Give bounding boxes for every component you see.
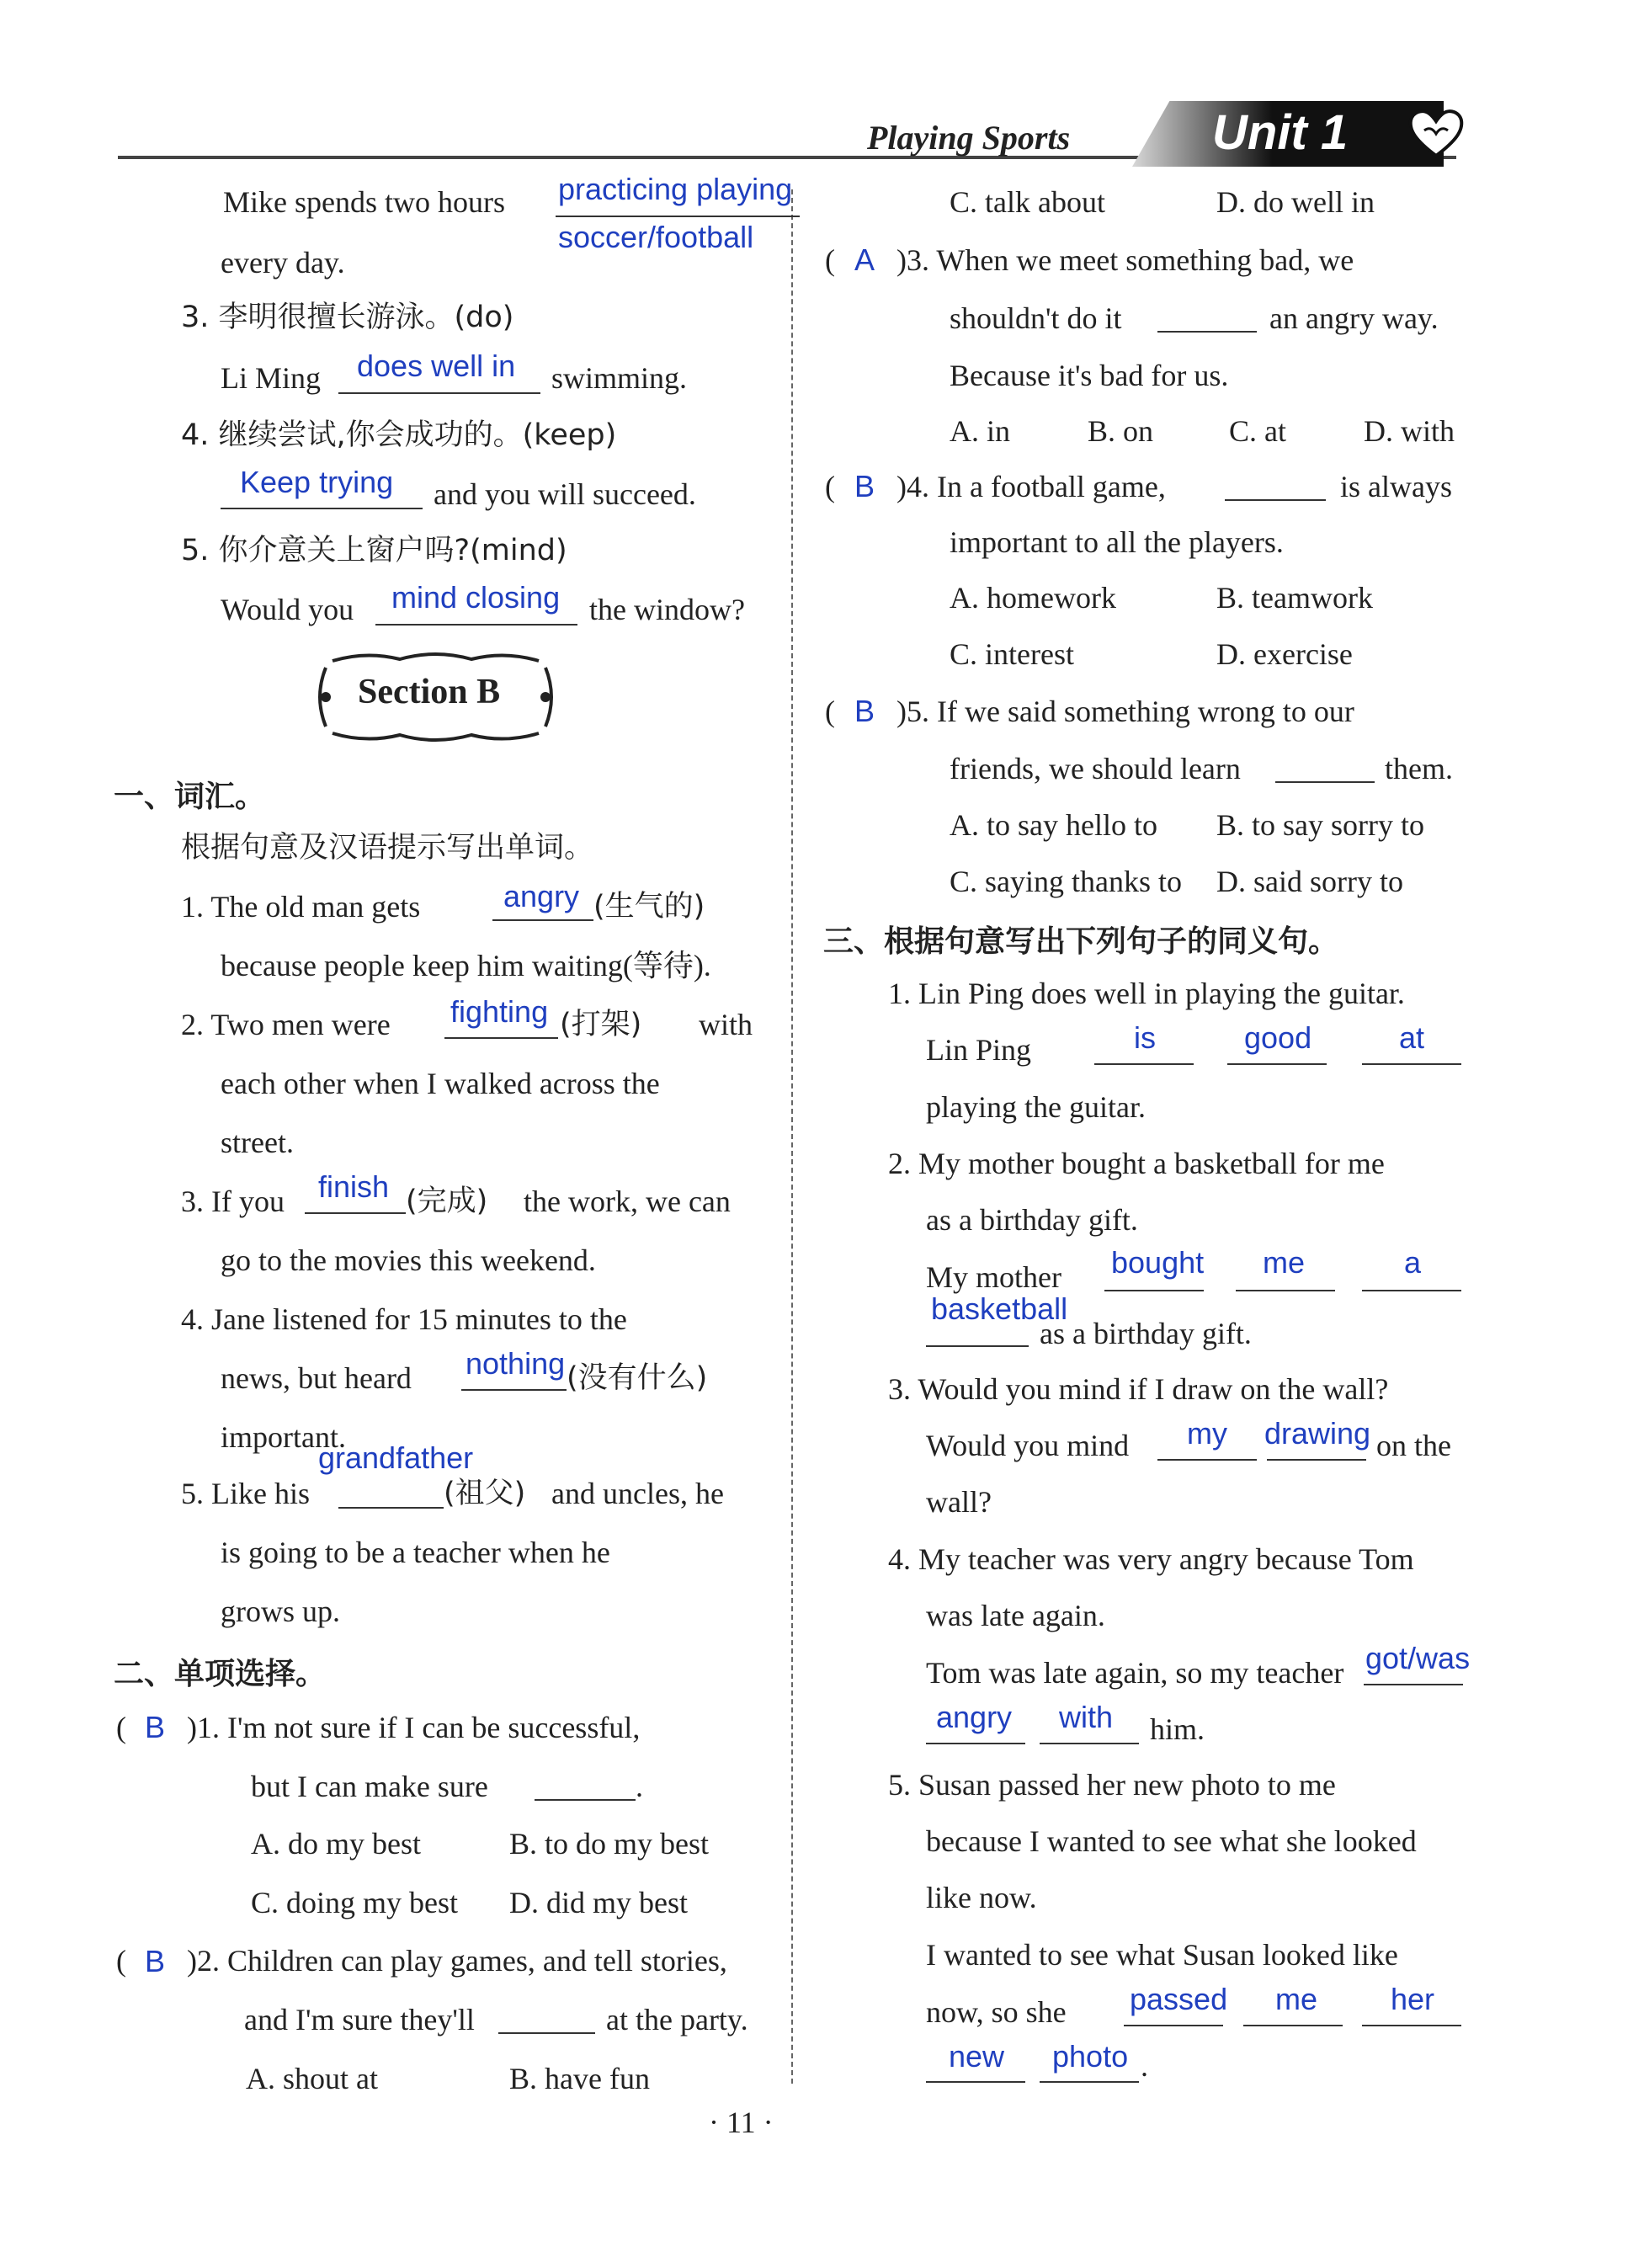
q1-answer: B bbox=[145, 1710, 166, 1744]
r2-answer1: bought bbox=[1111, 1245, 1205, 1280]
r1-answer1: is bbox=[1134, 1020, 1156, 1055]
a3-post: swimming. bbox=[551, 361, 688, 395]
r2-blank1 bbox=[1104, 1290, 1204, 1291]
q3-optA: A. in bbox=[950, 414, 1010, 448]
a5-post: the window? bbox=[589, 593, 745, 626]
a2-line1: Mike spends two hours bbox=[223, 185, 505, 219]
a2-line2: every day. bbox=[221, 246, 345, 280]
r4-line1: 4. My teacher was very angry because Tom bbox=[888, 1542, 1414, 1576]
v2-hint: (打架) bbox=[560, 1008, 642, 1041]
r4-blank1 bbox=[1364, 1684, 1463, 1685]
q2-line1: )2. Children can play games, and tell stories, bbox=[187, 1944, 727, 1978]
v2-post: with bbox=[699, 1008, 753, 1041]
v3-blank bbox=[305, 1212, 406, 1214]
r3-pre: Would you mind bbox=[926, 1429, 1130, 1462]
a3-pre: Li Ming bbox=[221, 361, 322, 395]
r5-line4: I wanted to see what Susan looked like bbox=[926, 1938, 1398, 1972]
r5-line3: like now. bbox=[926, 1881, 1037, 1914]
r5-blank2 bbox=[1243, 2025, 1343, 2026]
q1-optB: B. to do my best bbox=[509, 1827, 710, 1861]
r1-line1: 1. Lin Ping does well in playing the guitar. bbox=[888, 977, 1405, 1010]
q1-line1: )1. I'm not sure if I can be successful, bbox=[187, 1711, 641, 1744]
q5-line1: )5. If we said something wrong to our bbox=[896, 695, 1354, 728]
q5-optB: B. to say sorry to bbox=[1216, 808, 1424, 842]
heart-logo-icon bbox=[1407, 107, 1465, 159]
r4-pre: Tom was late again, so my teacher bbox=[926, 1656, 1344, 1690]
r5-answer3: her bbox=[1391, 1982, 1435, 2016]
r3-blank1 bbox=[1157, 1459, 1257, 1461]
q4-optA: A. homework bbox=[950, 581, 1116, 615]
r5-line2: because I wanted to see what she looked bbox=[926, 1824, 1417, 1858]
v5-blank bbox=[338, 1507, 444, 1509]
q5-optC: C. saying thanks to bbox=[950, 865, 1182, 898]
q2-paren: ( bbox=[116, 1944, 126, 1978]
v2-pre: 2. Two men were bbox=[181, 1008, 391, 1041]
q3-answer: A bbox=[854, 242, 875, 277]
r3-line3: wall? bbox=[926, 1485, 992, 1519]
r2-blank3 bbox=[1362, 1290, 1461, 1291]
v5-post: and uncles, he bbox=[551, 1477, 724, 1510]
s2-title: 二、单项选择。 bbox=[114, 1657, 327, 1691]
q1-optA: A. do my best bbox=[251, 1827, 421, 1861]
r2-answer2: me bbox=[1263, 1245, 1306, 1280]
q5-answer: B bbox=[854, 694, 875, 728]
q5-blank bbox=[1275, 781, 1375, 783]
r3-answer1: my bbox=[1187, 1416, 1227, 1451]
r4-line2: was late again. bbox=[926, 1599, 1105, 1632]
q4-blank bbox=[1225, 499, 1326, 501]
v5-answer: grandfather bbox=[318, 1440, 474, 1475]
a5-blank bbox=[375, 624, 577, 626]
a4-post: and you will succeed. bbox=[434, 477, 696, 511]
r5-blank4 bbox=[926, 2081, 1025, 2083]
r2-blank2 bbox=[1236, 1290, 1335, 1291]
r5-answer1: passed bbox=[1130, 1982, 1228, 2016]
r4-blank2 bbox=[926, 1743, 1025, 1744]
r2-blank4 bbox=[926, 1345, 1029, 1347]
v3-answer: finish bbox=[318, 1169, 390, 1204]
q2-optB: B. have fun bbox=[509, 2062, 650, 2095]
r2-line1: 2. My mother bought a basketball for me bbox=[888, 1147, 1385, 1180]
r4-answer1: got/was bbox=[1365, 1641, 1471, 1675]
v4-line3: important. bbox=[221, 1420, 346, 1454]
r4-answer2: angry bbox=[936, 1700, 1013, 1734]
q4-optC: C. interest bbox=[950, 637, 1074, 671]
v1-answer: angry bbox=[503, 879, 580, 913]
q4-line1b: is always bbox=[1340, 470, 1452, 503]
r2-line2: as a birthday gift. bbox=[926, 1203, 1138, 1237]
v2-blank bbox=[444, 1037, 558, 1039]
a3-chinese: 3. 李明很擅长游泳。(do) bbox=[181, 301, 514, 334]
r5-blank5 bbox=[1040, 2081, 1139, 2083]
q2-optD: D. do well in bbox=[1216, 185, 1375, 219]
q3-line1: )3. When we meet something bad, we bbox=[896, 243, 1354, 277]
q2-optC: C. talk about bbox=[950, 185, 1105, 219]
a5-pre: Would you bbox=[221, 593, 354, 626]
unit-label: Unit 1 bbox=[1212, 105, 1349, 160]
q3-blank bbox=[1157, 331, 1257, 333]
a5-answer: mind closing bbox=[391, 580, 561, 615]
a4-chinese: 4. 继续尝试,你会成功的。(keep) bbox=[181, 418, 617, 452]
q4-optD: D. exercise bbox=[1216, 637, 1353, 671]
r5-answer2: me bbox=[1275, 1982, 1318, 2016]
v3-pre: 3. If you bbox=[181, 1185, 285, 1218]
v2-answer: fighting bbox=[450, 994, 549, 1029]
column-divider bbox=[791, 189, 793, 2084]
s1-instruction: 根据句意及汉语提示写出单词。 bbox=[181, 831, 594, 865]
q4-optB: B. teamwork bbox=[1216, 581, 1373, 615]
q3-optC: C. at bbox=[1229, 414, 1286, 448]
r2-pre: My mother bbox=[926, 1260, 1061, 1294]
section-title: Section B bbox=[358, 673, 501, 711]
q2-answer: B bbox=[145, 1944, 166, 1978]
v4-pre: news, but heard bbox=[221, 1361, 412, 1395]
v3-post: the work, we can bbox=[524, 1185, 731, 1218]
q1-paren: ( bbox=[116, 1711, 126, 1744]
v1-hint: (生气的) bbox=[593, 890, 705, 924]
r1-answer3: at bbox=[1399, 1020, 1425, 1055]
a3-blank bbox=[338, 392, 540, 394]
r4-blank3 bbox=[1040, 1743, 1139, 1744]
v5-hint: (祖父) bbox=[444, 1477, 526, 1510]
r3-blank2 bbox=[1267, 1459, 1366, 1461]
v5-line2: is going to be a teacher when he bbox=[221, 1536, 610, 1569]
q4-line2: important to all the players. bbox=[950, 525, 1284, 559]
q2-optA: A. shout at bbox=[246, 2062, 378, 2095]
page-number: · 11 · bbox=[709, 2106, 774, 2139]
v4-blank bbox=[461, 1389, 567, 1391]
r1-blank2 bbox=[1227, 1063, 1327, 1065]
r5-blank3 bbox=[1362, 2025, 1461, 2026]
r2-answer3: a bbox=[1404, 1245, 1422, 1280]
a2-blank1 bbox=[556, 216, 800, 217]
q3-optD: D. with bbox=[1364, 414, 1455, 448]
v3-hint: (完成) bbox=[406, 1185, 488, 1218]
header-subtitle: Playing Sports bbox=[867, 119, 1071, 157]
r1-blank3 bbox=[1362, 1063, 1461, 1065]
r4-post: him. bbox=[1150, 1712, 1205, 1746]
s3-title: 三、根据句意写出下列句子的同义句。 bbox=[823, 924, 1339, 959]
r3-post: on the bbox=[1376, 1429, 1451, 1462]
q2-blank bbox=[498, 2032, 595, 2034]
q4-paren: ( bbox=[825, 470, 835, 503]
r4-answer3: with bbox=[1059, 1700, 1114, 1734]
q1-optC: C. doing my best bbox=[251, 1886, 459, 1919]
a2-answer2: soccer/football bbox=[558, 220, 754, 254]
r5-answer5: photo bbox=[1052, 2039, 1129, 2074]
a2-answer1: practicing playing bbox=[558, 172, 793, 206]
v1-line2: because people keep him waiting(等待). bbox=[221, 949, 711, 982]
q5-paren: ( bbox=[825, 695, 835, 728]
r2-post: as a birthday gift. bbox=[1040, 1317, 1252, 1350]
v5-pre: 5. Like his bbox=[181, 1477, 310, 1510]
r1-blank1 bbox=[1094, 1063, 1194, 1065]
r2-answer4: basketball bbox=[931, 1291, 1068, 1326]
q1-line2: but I can make sure bbox=[251, 1770, 488, 1803]
q4-answer: B bbox=[854, 469, 875, 503]
q5-optA: A. to say hello to bbox=[950, 808, 1157, 842]
r1-line3: playing the guitar. bbox=[926, 1090, 1146, 1124]
q2-line2b: at the party. bbox=[606, 2003, 748, 2036]
s1-title: 一、词汇。 bbox=[114, 780, 266, 814]
q3-optB: B. on bbox=[1088, 414, 1154, 448]
r5-pre: now, so she bbox=[926, 1995, 1067, 2029]
a4-blank bbox=[221, 508, 423, 509]
v5-line3: grows up. bbox=[221, 1595, 340, 1628]
r5-line1: 5. Susan passed her new photo to me bbox=[888, 1768, 1336, 1802]
v1-pre: 1. The old man gets bbox=[181, 890, 421, 924]
v4-answer: nothing bbox=[466, 1346, 566, 1381]
v2-line2: each other when I walked across the bbox=[221, 1067, 660, 1100]
r3-line1: 3. Would you mind if I draw on the wall? bbox=[888, 1372, 1389, 1406]
q3-paren: ( bbox=[825, 243, 835, 277]
q3-line3: Because it's bad for us. bbox=[950, 359, 1229, 392]
a5-chinese: 5. 你介意关上窗户吗?(mind) bbox=[181, 534, 567, 567]
r1-pre: Lin Ping bbox=[926, 1033, 1032, 1067]
q3-line2b: an angry way. bbox=[1269, 301, 1439, 335]
v4-line1: 4. Jane listened for 15 minutes to the bbox=[181, 1302, 627, 1336]
q5-optD: D. said sorry to bbox=[1216, 865, 1403, 898]
q1-optD: D. did my best bbox=[509, 1886, 688, 1919]
q3-line2a: shouldn't do it bbox=[950, 301, 1122, 335]
q5-line2a: friends, we should learn bbox=[950, 752, 1241, 785]
v1-blank bbox=[492, 919, 593, 921]
v2-line3: street. bbox=[221, 1126, 294, 1159]
q4-line1a: )4. In a football game, bbox=[896, 470, 1166, 503]
r5-end: . bbox=[1141, 2049, 1148, 2083]
q2-line2a: and I'm sure they'll bbox=[244, 2003, 475, 2036]
q1-dot: . bbox=[636, 1770, 643, 1803]
q1-blank bbox=[535, 1799, 636, 1801]
v3-line2: go to the movies this weekend. bbox=[221, 1243, 596, 1277]
r1-answer2: good bbox=[1244, 1020, 1312, 1055]
q5-line2b: them. bbox=[1385, 752, 1453, 785]
a3-answer: does well in bbox=[357, 349, 516, 383]
r5-answer4: new bbox=[949, 2039, 1005, 2074]
a4-answer: Keep trying bbox=[240, 465, 394, 499]
r3-answer2: drawing bbox=[1264, 1416, 1371, 1451]
v4-hint: (没有什么) bbox=[567, 1361, 708, 1395]
r5-blank1 bbox=[1124, 2025, 1223, 2026]
